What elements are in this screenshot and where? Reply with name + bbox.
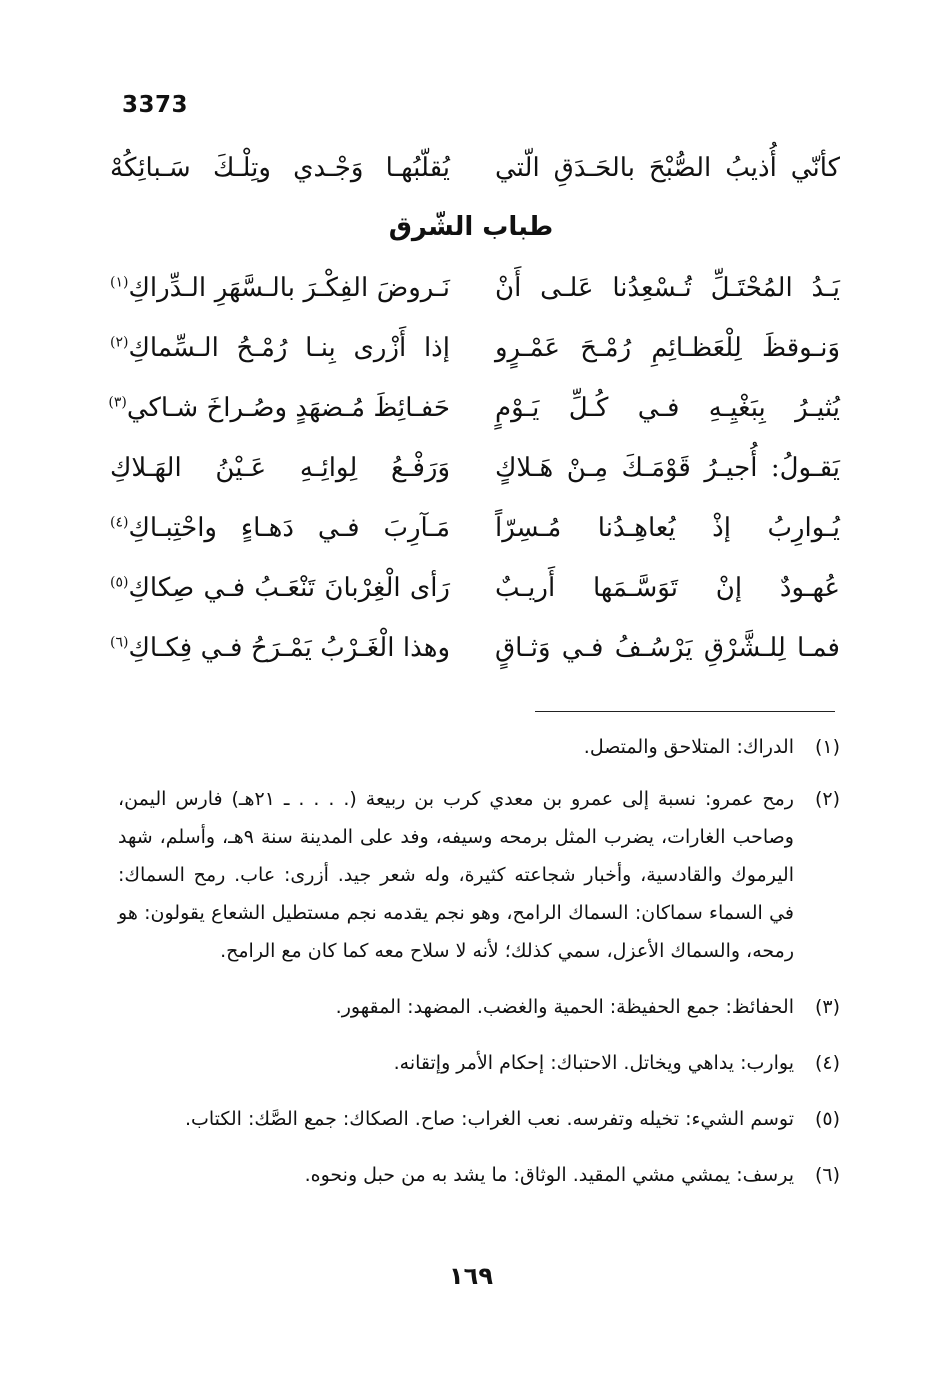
- verse-first-hemistich: يَـدُ المُحْتَـلِّ تُـسْعِدُنا عَلـى أَنْ: [495, 273, 840, 303]
- verse-second-hemistich: [110, 446, 450, 490]
- verse-second-text: نَـروضَ الفِكْـرَ بالـسَّهَرِ الـدِّراكِ: [128, 273, 450, 303]
- footnote-text: يوارب: يداهي ويخاتل. الاحتباك: إحكام الأمر وإتقانه.: [393, 1052, 794, 1074]
- verse-first-hemistich: يَقـولُ: أُجيـرُ قَوْمَـكَ مِـنْ هَـلاكٍ: [495, 453, 840, 483]
- footnote-number: (٦): [814, 1164, 840, 1186]
- verse-second-hemistich: يُقلّبُهـا وَجْـدي وتِلْـكَ سَـبائِكُهْ: [110, 153, 450, 183]
- verse-second-text: وَرَفْـعُ لِوائِـهِ عَـيْنُ الهَـلاكِ: [110, 453, 450, 483]
- footnote: [118, 780, 840, 970]
- verse-second-hemistich: [110, 506, 450, 550]
- verse-first-hemistich: كأنّي أُذيبُ الصُّبْحَ بالحَـدَقِ الّتي: [495, 153, 840, 183]
- footnote-number: (٢): [814, 788, 840, 810]
- footnote: [118, 1156, 840, 1194]
- footnotes: [118, 728, 840, 1212]
- footnote: [118, 728, 840, 766]
- footnote: [118, 1044, 840, 1082]
- verse-row: [110, 386, 840, 430]
- verse-row: [110, 566, 840, 610]
- footnote-text: الحفائظ: جمع الحفيظة: الحمية والغضب. المضهد: المقهور.: [335, 996, 794, 1018]
- verse-first-hemistich: وَنـوقظَ لِلْعَظـائِمِ رُمْـحَ عَمْـرٍو: [495, 333, 840, 363]
- footnote: [118, 988, 840, 1026]
- footnote-text: رمح عمرو: نسبة إلى عمرو بن معدي كرب بن ربيعة (. . . . ـ ٢١هـ) فارس اليمن، وصاحب الغارات، يضرب المثل برمحه وسيفه، وفد على المدينة سنة ٩هـ، وأسلم، شهد اليرموك والقادسية، وأخبار شجاعته كثيرة، وله شعر جيد. أزرى: عاب. رمح السماك: في السماء سماكان: السماك الرامح، وهو نجم يقدمه نجم مستطيل الشعاع يقولون: هو رمحه، والسماك الأعزل، سمي كذلك؛ لأنه لا سلاح معه كما كان مع الرامح.: [118, 788, 794, 962]
- footnote-number: (٥): [814, 1108, 840, 1130]
- verse-row: [110, 446, 840, 490]
- verse-second-hemistich: [110, 626, 450, 670]
- verse-first-hemistich: يُثيـرُ بِبَغْيِـهِ فـي كُـلِّ يَـوْمٍ: [495, 393, 840, 423]
- footnote: [118, 1100, 840, 1138]
- opening-verse: [110, 146, 840, 190]
- footnote-reference: (١): [110, 274, 129, 291]
- verse-second-text: إذا أَزْرى بِنـا رُمْـحُ الـسِّماكِ: [128, 333, 450, 363]
- poem-title: طباب الشّرق: [388, 212, 554, 242]
- footnote-reference: (٣): [108, 394, 127, 411]
- verse-row: [110, 326, 840, 370]
- verse-second-hemistich: [110, 326, 450, 370]
- footnote-number: (٣): [814, 996, 840, 1018]
- footnote-text: يرسف: يمشي مشي المقيد. الوثاق: ما يشد به من حبل ونحوه.: [304, 1164, 794, 1186]
- verse-first-hemistich: عُهـودٌ إنْ تَوَسَّـمَها أَريـبٌ: [495, 573, 840, 603]
- page-number: ١٦٩: [449, 1262, 493, 1290]
- footnote-number: (٤): [814, 1052, 840, 1074]
- verse-second-hemistich: [110, 386, 450, 430]
- verse-row: [110, 266, 840, 310]
- footnote-reference: (٥): [110, 574, 129, 591]
- footnote-number: (١): [814, 736, 840, 758]
- verse-first-hemistich: فمـا لِلـشَّرْقِ يَرْسُـفُ فـي وَثـاقٍ: [495, 633, 840, 663]
- verse-second-text: مَـآرِبَ فـي دَهـاءٍ واحْتِبـاكِ: [128, 513, 450, 543]
- footnote-text: توسم الشيء: تخيله وتفرسه. نعب الغراب: صاح. الصكاك: جمع الصَّك: الكتاب.: [184, 1108, 794, 1130]
- verse-second-text: رَأى الْغِرْبانَ تَنْعَـبُ فـي صِكاكِ: [128, 573, 450, 603]
- verse-second-text: وهذا الْغَـرْبُ يَمْـرَحُ فـي فِكـاكِ: [128, 633, 450, 663]
- footnote-divider: [535, 711, 835, 712]
- footnote-text: الدراك: المتلاحق والمتصل.: [583, 736, 794, 758]
- verse-second-text: حَفـائِظَ مُـضهَدٍ وصُـراخَ شـاكي: [126, 393, 450, 423]
- footnote-reference: (٤): [110, 514, 129, 531]
- verse-row: [110, 506, 840, 550]
- footnote-reference: (٢): [110, 334, 129, 351]
- verse-first-hemistich: يُـوارِبُ إذْ يُعاهِـدُنا مُـسِرّاً: [495, 513, 840, 543]
- verse-second-hemistich: [110, 266, 450, 310]
- verse-row: [110, 626, 840, 670]
- footnote-reference: (٦): [110, 634, 129, 651]
- page-reference-number: 3373: [122, 92, 189, 118]
- verse-second-hemistich: [110, 566, 450, 610]
